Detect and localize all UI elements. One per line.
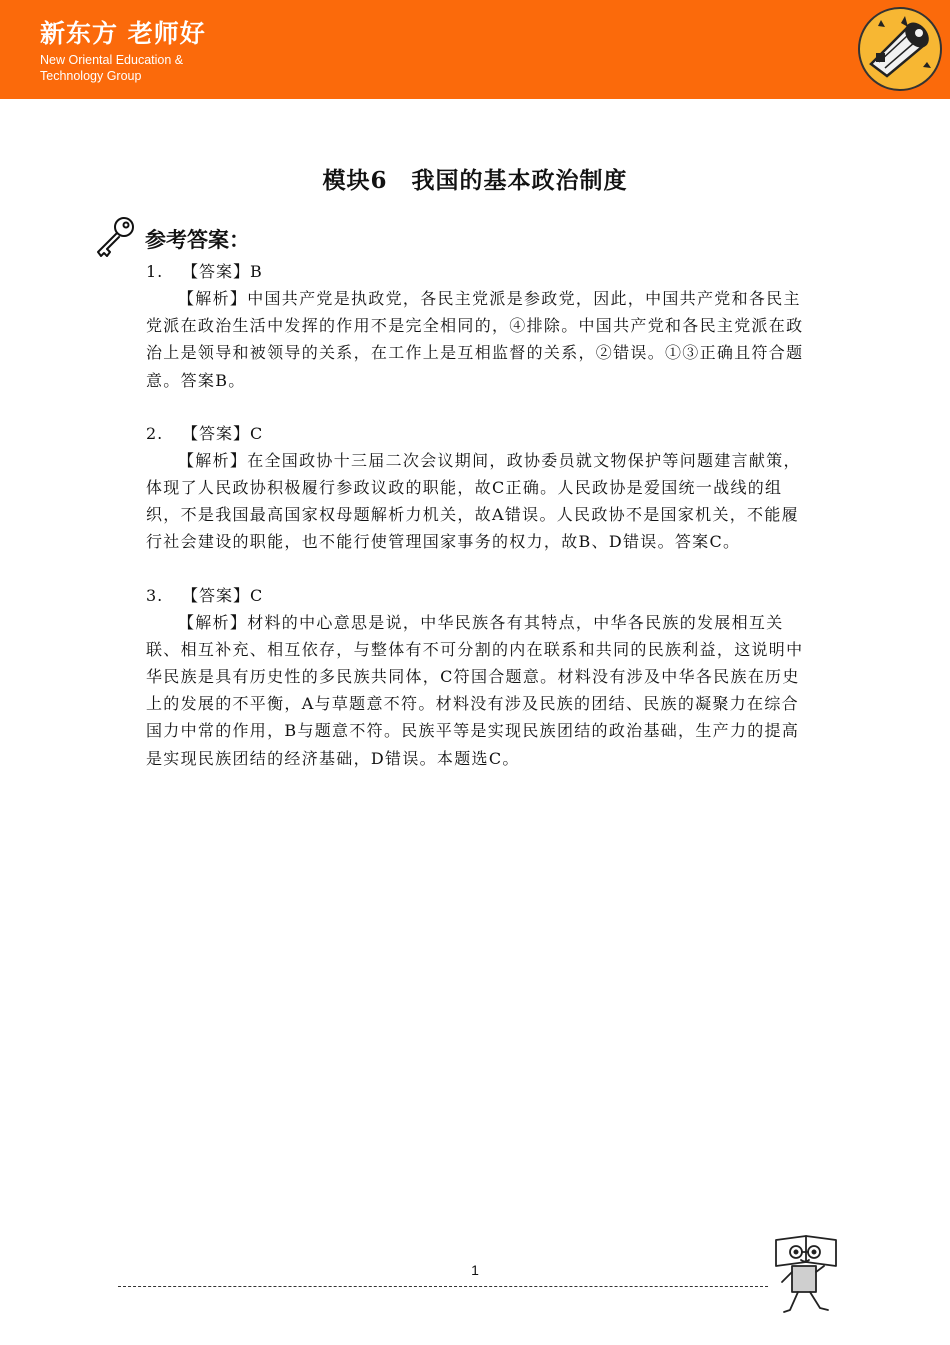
answer-line xyxy=(146,582,806,609)
explanation-text: 【解析】在全国政协十三届二次会议期间，政协委员就文物保护等问题建言献策，体现了人民政协积极履行参政议政的职能，故C正确。人民政协是爱国统一战线的组织，不是我国最高国家权母题解析力机关，故A错误。人民政协不是国家机关，不能履行社会建设的职能，也不能行使管理国家事务的权力，故B、D错误。答案C。 xyxy=(146,450,801,552)
answer-item xyxy=(146,420,806,556)
answer-item xyxy=(146,258,806,394)
brand-en-line-1: New Oriental Education & xyxy=(40,53,184,67)
explanation-text: 【解析】材料的中心意思是说，中华民族各有其特点，中华各民族的发展相互关联、相互补充、相互依存，与整体有不可分割的内在联系和共同的民族利益，这说明中华民族是具有历史性的多民族共同体，C符国合题意。材料没有涉及中华各民族在历史上的发展的不平衡，A与草题意不符。材料没有涉及民族的团结、民族的凝聚力在综合国力中常的作用，B与题意不符。民族平等是实现民族团结的政治基础，生产力的提高是实现民族团结的经济基础，D错误。本题选C。 xyxy=(146,612,804,768)
answer-item xyxy=(146,582,806,772)
item-number: 2. xyxy=(146,423,164,443)
answer-line xyxy=(146,420,806,447)
item-number: 3. xyxy=(146,585,164,605)
answer-label: 【答案】B xyxy=(182,262,263,281)
reading-mascot-icon xyxy=(770,1232,842,1318)
answers-section xyxy=(146,258,806,798)
page-number: 1 xyxy=(471,1262,479,1278)
item-number: 1. xyxy=(146,262,164,281)
key-icon xyxy=(92,214,138,260)
megaphone-logo-icon xyxy=(857,6,943,92)
brand-en-line-2: Technology Group xyxy=(40,69,142,83)
reference-heading-text: 参考答案： xyxy=(145,227,250,252)
footer-divider xyxy=(118,1286,768,1287)
answer-line xyxy=(146,258,806,285)
brand-name-english xyxy=(40,52,183,84)
brand-name-chinese: 新东方 老师好 xyxy=(40,19,206,48)
header-bar xyxy=(0,0,950,99)
explanation-text: 【解析】中国共产党是执政党，各民主党派是参政党，因此，中国共产党和各民主党派在政治生活中发挥的作用不是完全相同的，④排除。中国共产党和各民主党派在政治上是领导和被领导的关系，在工作上是互相监督的关系，②错误。①③正确且符合题意。答案B。 xyxy=(146,289,804,390)
answer-label: 【答案】C xyxy=(182,585,264,605)
document-title: 模块6 我国的基本政治制度 xyxy=(322,167,628,194)
answer-label: 【答案】C xyxy=(182,423,264,443)
